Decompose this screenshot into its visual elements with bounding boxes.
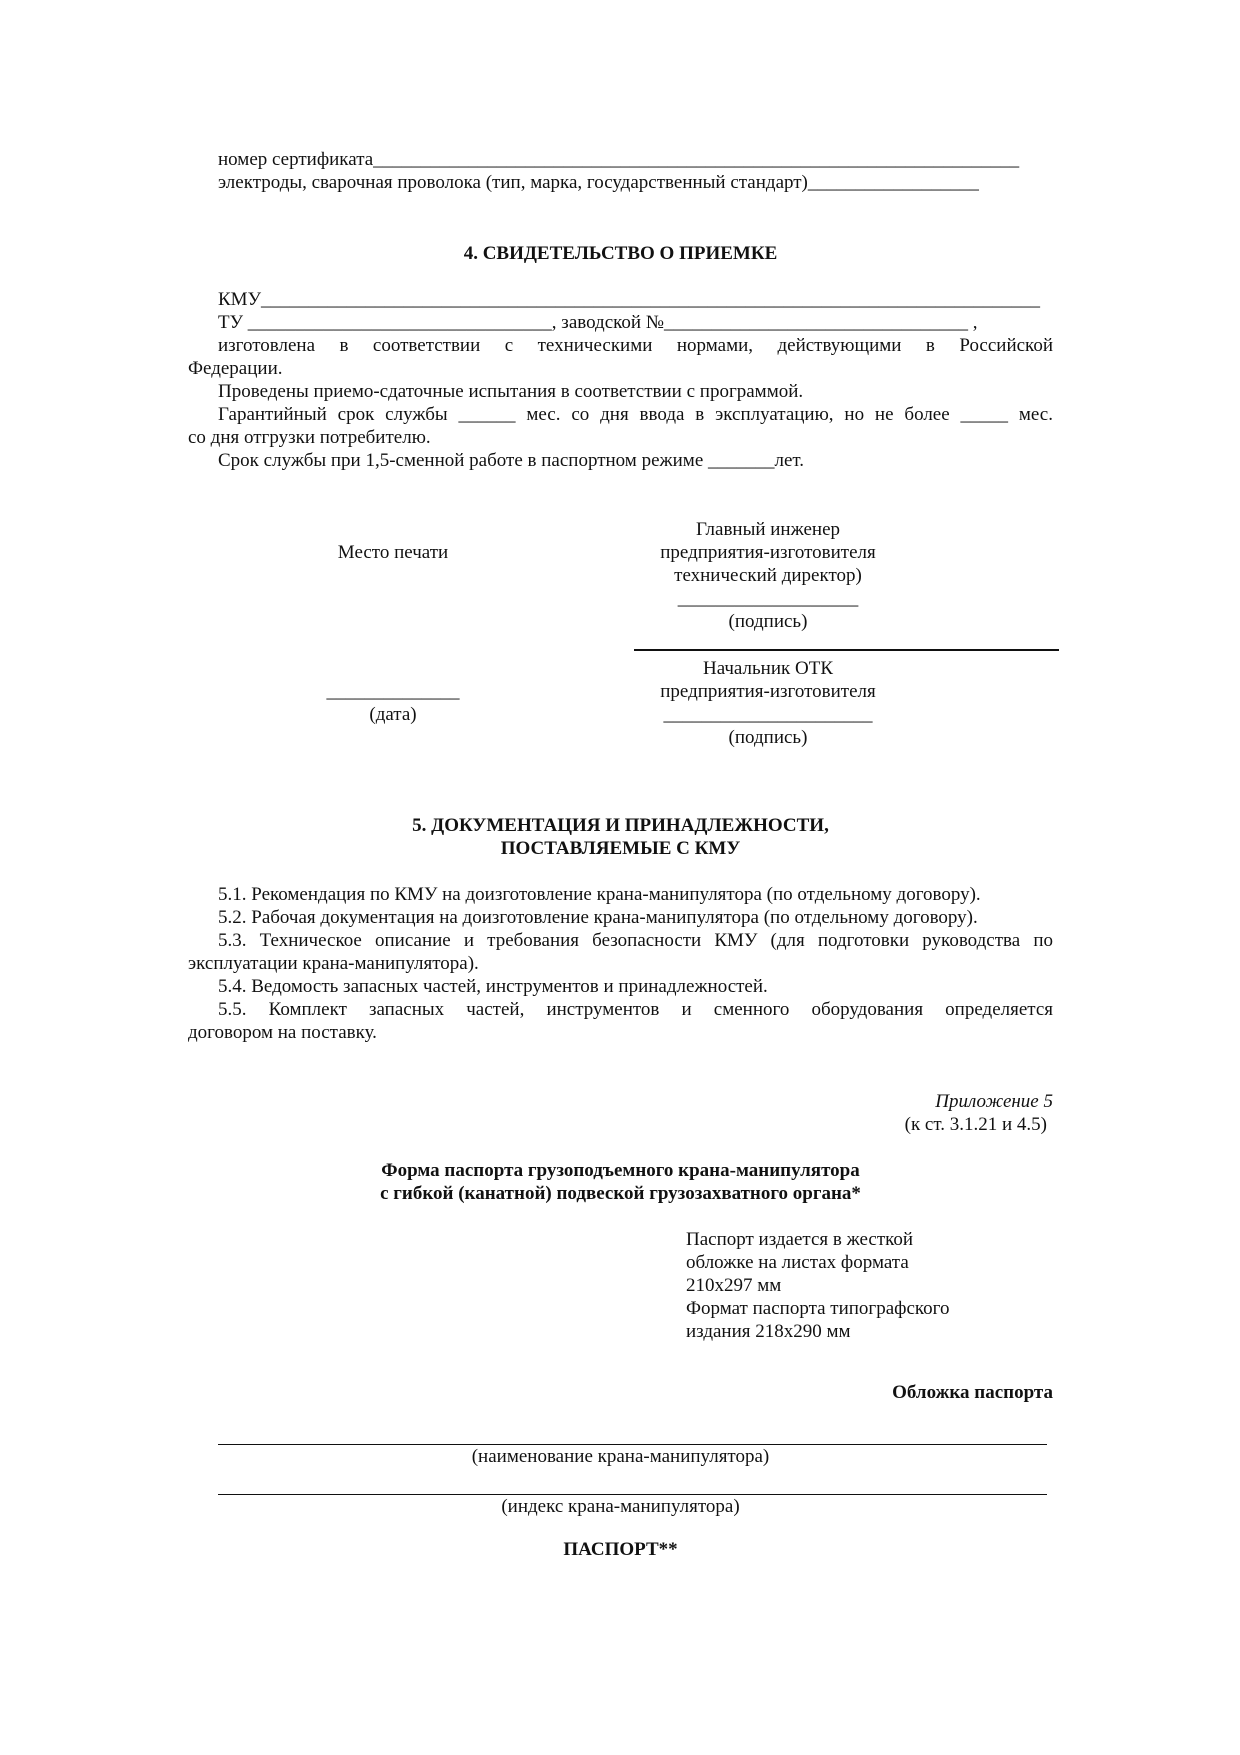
section-4-title: 4. СВИДЕТЕЛЬСТВО О ПРИЕМКЕ <box>463 243 778 264</box>
chief-engineer-title-1: Главный инженер <box>695 519 841 540</box>
format-note-line-2: обложке на листах формата <box>686 1252 909 1273</box>
date-signature <box>288 680 498 726</box>
warranty-text-line-2: со дня отгрузки потребителю. <box>188 427 431 448</box>
crane-index-line <box>218 1472 1047 1495</box>
doc-item-5-3-line-2: эксплуатации крана-манипулятора). <box>188 953 479 974</box>
cover-title: Обложка паспорта <box>892 1382 1053 1403</box>
otk-title-2: предприятия-изготовителя <box>660 681 876 702</box>
section-5-title-line-1: 5. ДОКУМЕНТАЦИЯ И ПРИНАДЛЕЖНОСТИ, <box>412 815 829 836</box>
format-note-line-1: Паспорт издается в жесткой <box>686 1229 914 1250</box>
chief-engineer-sign-line: ___________________ <box>677 588 859 609</box>
otk-sign-line: ______________________ <box>663 704 873 725</box>
doc-item-5-5-line-1: 5.5. Комплект запасных частей, инструментов и сменного оборудования определяется <box>218 999 1053 1020</box>
document-page <box>188 148 1053 1561</box>
appendix-label: Приложение 5 <box>935 1091 1053 1112</box>
crane-name-caption: (наименование крана-манипулятора) <box>471 1446 770 1467</box>
kmu-line: КМУ__________________________________________________________________________________ <box>218 289 1041 310</box>
section-5-title-line-2: ПОСТАВЛЯЕМЫЕ С КМУ <box>500 838 741 859</box>
stamp-place-label: Место печати <box>337 542 449 563</box>
appendix-reference: (к ст. 3.1.21 и 4.5) <box>904 1114 1047 1135</box>
doc-item-5-2: 5.2. Рабочая документация на доизготовление крана-манипулятора (по отдельному договору). <box>218 907 978 928</box>
format-note-line-3: 210х297 мм <box>686 1275 782 1296</box>
signature-block <box>188 518 1053 778</box>
doc-item-5-5-line-2: договором на поставку. <box>188 1022 377 1043</box>
warranty-text-line-1: Гарантийный срок службы ______ мес. со дня ввода в эксплуатацию, но не более _____ мес. <box>218 404 1053 425</box>
passport-format-note <box>686 1228 1026 1343</box>
tu-line: ТУ ________________________________, заводской №________________________________ , <box>218 312 978 333</box>
acceptance-tests-text: Проведены приемо-сдаточные испытания в соответствии с программой. <box>218 381 804 402</box>
form-title-line-2: с гибкой (канатной) подвеской грузозахватного органа* <box>380 1183 861 1204</box>
doc-item-5-4: 5.4. Ведомость запасных частей, инструментов и принадлежностей. <box>218 976 768 997</box>
electrodes-line: электроды, сварочная проволока (тип, марка, государственный стандарт)__________________ <box>218 172 979 193</box>
chief-engineer-sign-caption: (подпись) <box>728 611 808 632</box>
service-life-text: Срок службы при 1,5-сменной работе в паспортном режиме _______лет. <box>218 450 805 471</box>
doc-item-5-3-line-1: 5.3. Техническое описание и требования безопасности КМУ (для подготовки руководства по <box>218 930 1053 951</box>
otk-title-1: Начальник ОТК <box>702 658 833 679</box>
format-note-line-5: издания 218х290 мм <box>686 1321 851 1342</box>
crane-index-caption: (индекс крана-манипулятора) <box>501 1496 740 1517</box>
format-note-line-4: Формат паспорта типографского <box>686 1298 950 1319</box>
doc-item-5-1: 5.1. Рекомендация по КМУ на доизготовление крана-манипулятора (по отдельному договору). <box>218 884 981 905</box>
otk-signature <box>628 657 908 749</box>
signature-divider <box>634 649 1059 651</box>
chief-engineer-signature <box>628 518 908 633</box>
manufactured-text-line-1: изготовлена в соответствии с техническими нормами, действующими в Российской <box>218 335 1053 356</box>
chief-engineer-title-2: предприятия-изготовителя <box>660 542 876 563</box>
certificate-number-line: номер сертификата____________________________________________________________________ <box>218 149 1020 170</box>
otk-sign-caption: (подпись) <box>728 727 808 748</box>
date-caption: (дата) <box>369 704 417 725</box>
chief-engineer-title-3: технический директор) <box>674 565 862 586</box>
manufactured-text-line-2: Федерации. <box>188 358 283 379</box>
form-title-line-1: Форма паспорта грузоподъемного крана-манипулятора <box>381 1160 860 1181</box>
passport-title: ПАСПОРТ** <box>563 1539 678 1560</box>
crane-name-line <box>218 1422 1047 1445</box>
date-line: ______________ <box>326 681 460 702</box>
